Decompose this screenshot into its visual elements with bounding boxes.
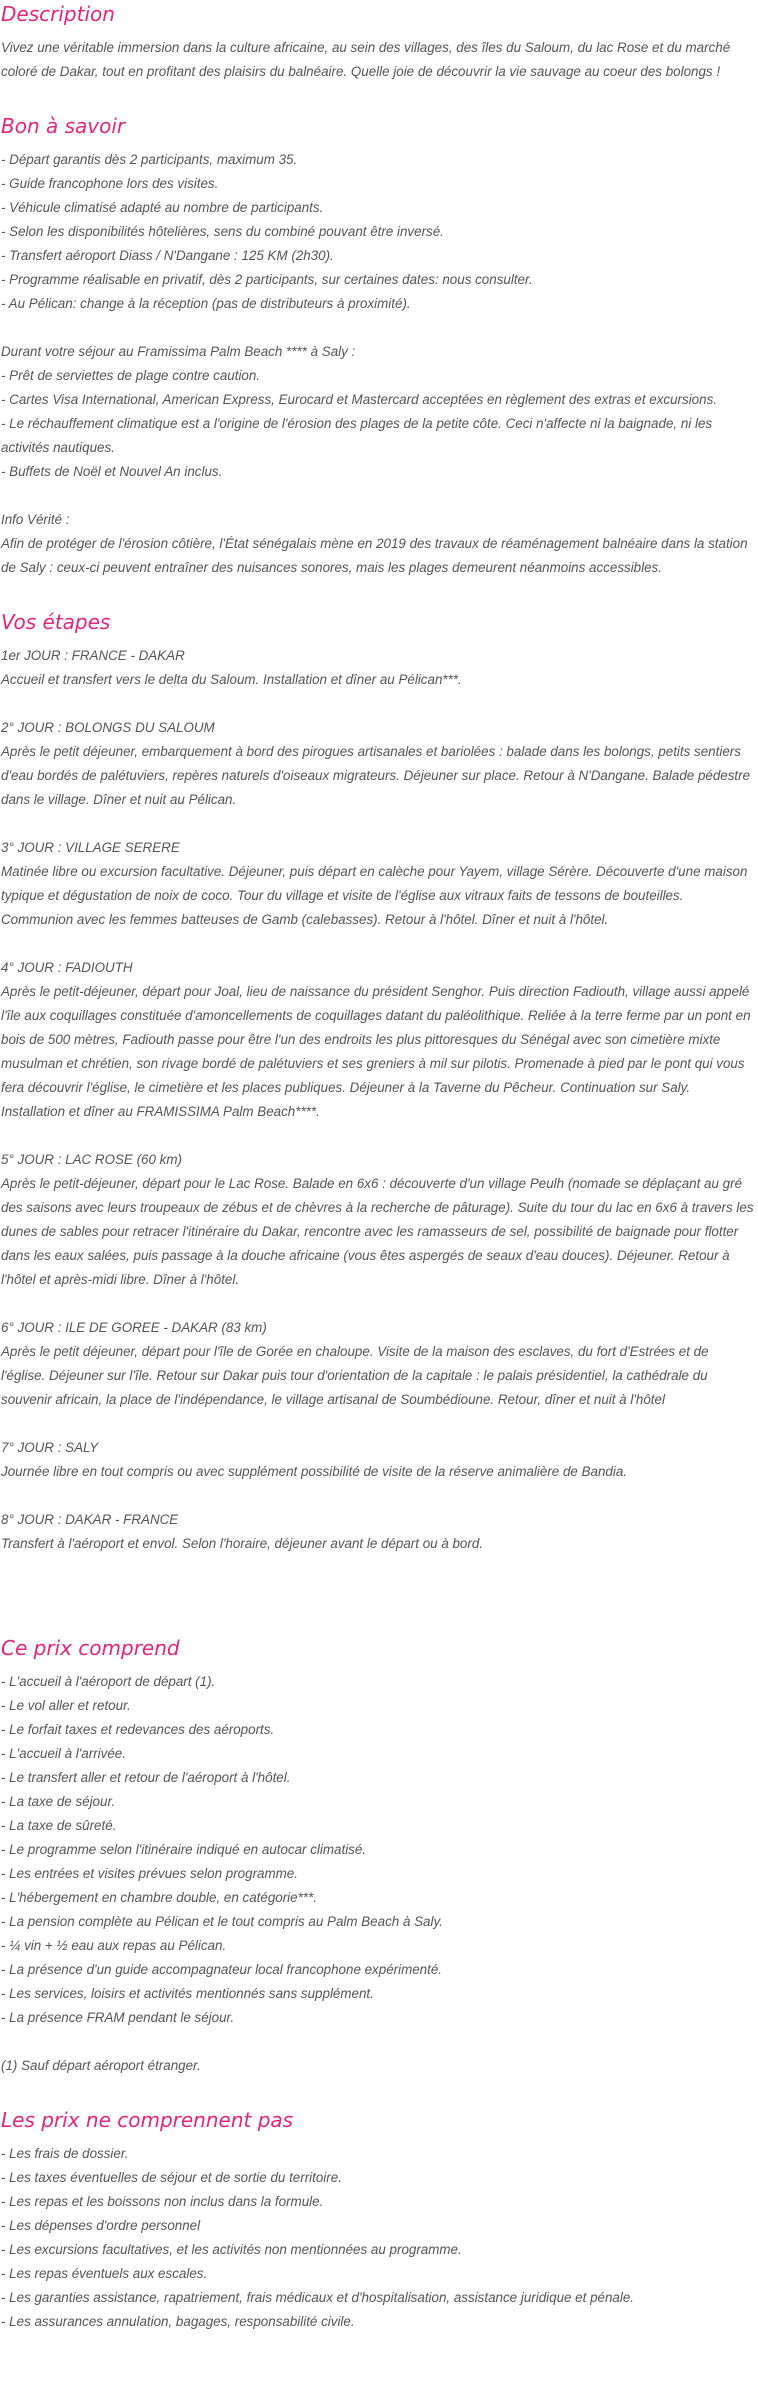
day-title: 8° JOUR : DAKAR - FRANCE xyxy=(1,1512,179,1527)
list-item: - La taxe de séjour. xyxy=(1,1794,116,1809)
day-item xyxy=(1,1148,756,1292)
list-item: - Buffets de Noël et Nouvel An inclus. xyxy=(1,464,223,479)
description-text: Vivez une véritable immersion dans la culture africaine, au sein des villages, des îles du Saloum, du lac Rose et du marché coloré de Dakar, tout en profitant des plaisirs du balnéaire. Quelle joie de découvrir la vie sauvage au coeur des bolongs ! xyxy=(1,40,731,79)
info-verite-title: Info Vérité : xyxy=(1,512,70,527)
day-item xyxy=(1,1508,756,1556)
description-title: Description xyxy=(1,2,115,26)
day-text: Transfert à l'aéroport et envol. Selon l'horaire, déjeuner avant le départ ou à bord. xyxy=(1,1536,484,1551)
list-item: - Au Pélican: change à la réception (pas de distributeurs à proximité). xyxy=(1,296,411,311)
list-item: - Les assurances annulation, bagages, responsabilité civile. xyxy=(1,2314,355,2329)
description-section xyxy=(1,0,756,84)
list-item: - Les services, loisirs et activités mentionnés sans supplément. xyxy=(1,1986,374,2001)
day-text: Après le petit-déjeuner, départ pour le Lac Rose. Balade en 6x6 : découverte d'un village Peulh (nomade se déplaçant au gré des saisons avec leurs troupeaux de zébus et de chèvres à la recherche de pâturage). Suite du tour du lac en 6x6 à travers les dunes de sables pour retracer l'itinéraire du Dakar, rencontre avec les ramasseurs de sel, possibilité de baignade pour flotter dans les eaux salées, puis passage à la douche africaine (vous êtes aspergés de seaux d'eau douces). Déjeuner. Retour à l'hôtel et après-midi libre. Dîner à l'hôtel. xyxy=(1,1176,754,1287)
list-item: - Les garanties assistance, rapatriement, frais médicaux et d'hospitalisation, assistance juridique et pénale. xyxy=(1,2290,635,2305)
day-title: 2° JOUR : BOLONGS DU SALOUM xyxy=(1,720,215,735)
day-text: Journée libre en tout compris ou avec supplément possibilité de visite de la réserve animalière de Bandia. xyxy=(1,1464,627,1479)
day-title: 4° JOUR : FADIOUTH xyxy=(1,960,133,975)
day-item xyxy=(1,644,756,692)
list-item: - Le réchauffement climatique est a l'origine de l'érosion des plages de la petite côte. Ceci n'affecte ni la baignade, ni les activités nautiques. xyxy=(1,416,713,455)
day-item xyxy=(1,716,756,812)
list-item: - Les dépenses d'ordre personnel xyxy=(1,2218,201,2233)
list-item: - Selon les disponibilités hôtelières, sens du combiné pouvant être inversé. xyxy=(1,224,444,239)
day-title: 1er JOUR : FRANCE - DAKAR xyxy=(1,648,185,663)
list-item: - Le vol aller et retour. xyxy=(1,1698,131,1713)
prix-comprend-section xyxy=(1,1634,756,2078)
list-item: - Les excursions facultatives, et les activités non mentionnées au programme. xyxy=(1,2242,462,2257)
list-item: - La taxe de sûreté. xyxy=(1,1818,117,1833)
list-item: - La présence d'un guide accompagnateur local francophone expérimenté. xyxy=(1,1962,443,1977)
day-item xyxy=(1,1436,756,1484)
bon-a-savoir-body xyxy=(1,148,756,580)
prix-comprend-title: Ce prix comprend xyxy=(1,1636,180,1660)
list-item: - Véhicule climatisé adapté au nombre de participants. xyxy=(1,200,324,215)
etapes-section xyxy=(1,608,756,1556)
list-item: - Les frais de dossier. xyxy=(1,2146,129,2161)
bon-a-savoir-section xyxy=(1,112,756,580)
sejour-intro: Durant votre séjour au Framissima Palm Beach **** à Saly : xyxy=(1,344,356,359)
list-item: - Le forfait taxes et redevances des aéroports. xyxy=(1,1722,275,1737)
list-item: - Le programme selon l'itinéraire indiqué en autocar climatisé. xyxy=(1,1842,367,1857)
list-item: - L'accueil à l'arrivée. xyxy=(1,1746,126,1761)
day-title: 6° JOUR : ILE DE GOREE - DAKAR (83 km) xyxy=(1,1320,267,1335)
list-item: - L'accueil à l'aéroport de départ (1). xyxy=(1,1674,216,1689)
list-item: - Départ garantis dès 2 participants, maximum 35. xyxy=(1,152,298,167)
day-item xyxy=(1,956,756,1124)
list-item: - La pension complète au Pélican et le tout compris au Palm Beach à Saly. xyxy=(1,1914,443,1929)
etapes-title: Vos étapes xyxy=(1,610,111,634)
day-title: 3° JOUR : VILLAGE SERERE xyxy=(1,840,180,855)
day-item xyxy=(1,836,756,932)
list-item: - Le transfert aller et retour de l'aéroport à l'hôtel. xyxy=(1,1770,291,1785)
info-verite-text: Afin de protéger de l'érosion côtière, l'État sénégalais mène en 2019 des travaux de réaménagement balnéaire dans la station de Saly : ceux-ci peuvent entraîner des nuisances sonores, mais les plages demeurent néanmoins accessibles. xyxy=(1,536,748,575)
day-text: Matinée libre ou excursion facultative. Déjeuner, puis départ en calèche pour Yayem, village Sérère. Découverte d'une maison typique et dégustation de noix de coco. Tour du village et visite de l'église aux vitraux faits de tessons de bouteilles. Communion avec les femmes batteuses de Gamb (calebasses). Retour à l'hôtel. Dîner et nuit à l'hôtel. xyxy=(1,864,748,927)
list-item: - Les entrées et visites prévues selon programme. xyxy=(1,1866,298,1881)
list-item: - Les repas et les boissons non inclus dans la formule. xyxy=(1,2194,324,2209)
day-text: Accueil et transfert vers le delta du Saloum. Installation et dîner au Pélican***. xyxy=(1,672,462,687)
bon-a-savoir-title: Bon à savoir xyxy=(1,114,126,138)
list-item: - Programme réalisable en privatif, dès 2 participants, sur certaines dates: nous consulter. xyxy=(1,272,533,287)
list-item: - Prêt de serviettes de plage contre caution. xyxy=(1,368,261,383)
prix-ne-comprend-pas-section xyxy=(1,2106,756,2334)
list-item: - Les taxes éventuelles de séjour et de sortie du territoire. xyxy=(1,2170,342,2185)
prix-ne-comprend-pas-list xyxy=(1,2142,756,2334)
etapes-body xyxy=(1,644,756,1556)
list-item: - Transfert aéroport Diass / N'Dangane : 125 KM (2h30). xyxy=(1,248,334,263)
day-title: 7° JOUR : SALY xyxy=(1,1440,99,1455)
prix-comprend-list xyxy=(1,1670,756,2078)
day-title: 5° JOUR : LAC ROSE (60 km) xyxy=(1,1152,182,1167)
list-item: - Cartes Visa International, American Express, Eurocard et Mastercard acceptées en règlement des extras et excursions. xyxy=(1,392,717,407)
day-text: Après le petit-déjeuner, départ pour Joal, lieu de naissance du président Senghor. Puis direction Fadiouth, village aussi appelé l'île aux coquillages constituée d'amoncellements de coquillages datant du paléolithique. Reliée à la terre ferme par un pont en bois de 500 mètres, Fadiouth passe pour être l'un des endroits les plus pittoresques du Sénégal avec son cimetière mixte musulman et chrétien, son rivage bordé de palétuviers et ses greniers à mil sur pilotis. Promenade à pied par le pont qui vous fera découvrir l'église, le cimetière et les places publiques. Déjeuner à la Taverne du Pêcheur. Continuation sur Saly. Installation et dîner au FRAMISSIMA Palm Beach****. xyxy=(1,984,751,1119)
prix-ne-comprend-pas-title: Les prix ne comprennent pas xyxy=(1,2108,294,2132)
day-item xyxy=(1,1316,756,1412)
list-item: - La présence FRAM pendant le séjour. xyxy=(1,2010,235,2025)
footnote: (1) Sauf départ aéroport étranger. xyxy=(1,2058,201,2073)
list-item: - Guide francophone lors des visites. xyxy=(1,176,219,191)
list-item: - ¼ vin + ½ eau aux repas au Pélican. xyxy=(1,1938,227,1953)
day-text: Après le petit déjeuner, départ pour l'île de Gorée en chaloupe. Visite de la maison des esclaves, du fort d'Estrées et de l'église. Déjeuner sur l'île. Retour sur Dakar puis tour d'orientation de la capitale : le palais présidentiel, la cathédrale du souvenir africain, la place de l'indépendance, le village artisanal de Soumbédioune. Retour, dîner et nuit à l'hôtel xyxy=(1,1344,709,1407)
list-item: - Les repas éventuels aux escales. xyxy=(1,2266,208,2281)
list-item: - L'hébergement en chambre double, en catégorie***. xyxy=(1,1890,317,1905)
day-text: Après le petit déjeuner, embarquement à bord des pirogues artisanales et bariolées : balade dans les bolongs, petits sentiers d'eau bordés de palétuviers, repères naturels d'oiseaux migrateurs. Déjeuner sur place. Retour à N'Dangane. Balade pédestre dans le village. Dîner et nuit au Pélican. xyxy=(1,744,751,807)
